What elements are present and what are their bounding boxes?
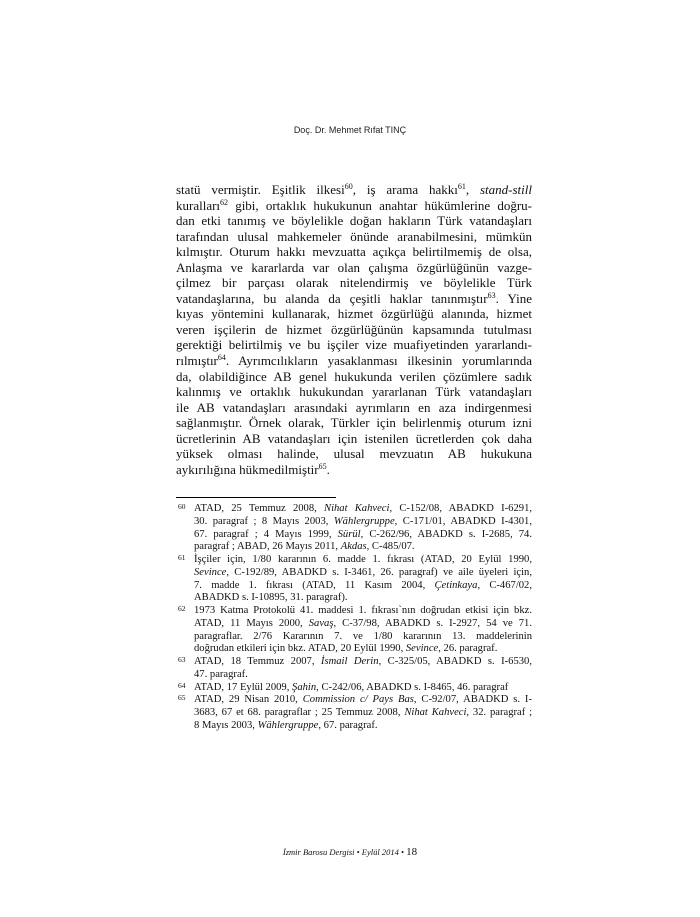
text-line (194, 656, 532, 669)
footnote-number: 63 (178, 655, 186, 664)
text-run: ATAD, 17 Eylül 2009, (194, 681, 293, 693)
text-run: tarafından ulusal mahkemeler önünde aranabilmesini, mümkün (176, 228, 532, 244)
text-line (176, 275, 532, 291)
text-run: ile AB vatandaşları arasındaki ayrımların en aza indirgenmesi (176, 399, 532, 415)
text-run: aykırılığına hükmedilmiştir (176, 461, 319, 477)
text-run: 30. paragraf ; 8 Mayıs 2003, (194, 515, 334, 527)
text-line (176, 291, 532, 307)
italic-text: Akdas (340, 541, 367, 553)
text-line (176, 384, 532, 400)
text-line (194, 720, 532, 733)
text-run: 1973 Katma Protokolü 41. maddesi 1. fıkrası`nın doğrudan etkisi için bkz. (194, 605, 532, 616)
italic-text: Wählergruppe (333, 515, 395, 527)
text-run: ATAD, 11 Mayıs 2000, (194, 617, 309, 629)
text-line (194, 503, 532, 516)
footnotes (176, 503, 532, 733)
footnote-60 (176, 503, 532, 554)
text-run: . (326, 461, 330, 477)
text-line (176, 213, 532, 229)
text-run: . Ayrımcılıkların yasaklanması ilkesinin yorumlarında (225, 353, 532, 369)
italic-text: stand-still (479, 182, 532, 197)
footnote-reference[interactable]: 65 (318, 461, 327, 471)
footnote-63 (176, 656, 532, 682)
page-number: 18 (406, 846, 418, 858)
text-run: gerektiği belirtilmiş ve bu işçiler vize muafiyetinden yararlandı- (176, 337, 532, 353)
text-line (194, 554, 532, 567)
text-run: dan etki tanımış ve böylelikle doğan hakların Türk vatandaşları (176, 213, 532, 229)
text-run: , C-152/08, ABADKD I-6291, (389, 503, 533, 514)
text-run: ücretlerinin AB vatandaşları için istenilen ücretlerden çok daha (176, 430, 532, 446)
text-line (194, 529, 532, 542)
text-run: vatandaşlarına, bu alanda da çeşitli haklar tanınmıştır (176, 290, 488, 306)
italic-text: Savaş (308, 617, 334, 629)
italic-text: İsmail Derin (320, 656, 379, 667)
footnote-65 (176, 694, 532, 732)
text-line (194, 643, 532, 656)
italic-text: Nihat Kahveci (404, 707, 467, 718)
text-run: , C-171/01, ABADKD I-4301, (394, 515, 532, 527)
text-line (176, 462, 532, 478)
text-run: . Yine (495, 290, 533, 306)
issue-date: Eylül 2014 (361, 847, 399, 857)
text-run: yüksek olması halinde, ulusal mevzuatın AB hukukuna (176, 446, 532, 462)
text-run: 7. madde 1. fıkrası (ATAD, 11 Kasım 2004, (194, 579, 435, 591)
italic-text: Sevince (405, 643, 439, 655)
journal-name: İzmir Barosu Dergisi (282, 847, 355, 857)
body-text (176, 182, 532, 477)
footnote-number: 65 (178, 693, 186, 703)
footnote-62 (176, 605, 532, 656)
text-run: statü vermiştir. Eşitlik ilkesi (176, 182, 345, 197)
text-run: kılmıştır. Oturum hakkı mevzuatta açıkça belirtilmemiş de olsa, (176, 244, 532, 260)
italic-text: Wählergruppe (257, 719, 319, 731)
running-header: Doç. Dr. Mehmet Rıfat TINÇ (293, 125, 407, 135)
footnote-number: 61 (178, 553, 186, 562)
text-run: , C-192/89, ABADKD s. I-3461, 26. paragraf) ve aile üyeleri için, (226, 566, 532, 578)
text-line (176, 229, 532, 245)
text-run: ATAD, 29 Nisan 2010, (194, 694, 303, 706)
text-line (194, 605, 532, 618)
text-run: doğrudan etkileri için bkz. ATAD, 20 Eylül 1990, (194, 643, 406, 655)
text-run: İşçiler için, 1/80 kararının 6. madde 1. fıkrası (ATAD, 20 Eylül 1990, (194, 554, 532, 565)
text-run: veren işçilerin de hizmet özgürlüğünün kapsamında tutulması (176, 321, 532, 337)
text-line (176, 198, 532, 214)
text-run: kalınmış ve ortaklık hukukundan yararlanan Türk vatandaşları (176, 384, 532, 400)
footnote-64 (176, 682, 532, 695)
text-run: , C-37/98, ABADKD s. I-2927, 54 ve 71. (333, 617, 532, 629)
italic-text: Şahin (292, 681, 317, 693)
text-line (194, 592, 532, 605)
text-line (176, 446, 532, 462)
text-run: Anlaşma ve kararlarda var olan çalışma özgürlüğünün vazge- (176, 259, 532, 275)
text-line (194, 516, 532, 529)
text-line (176, 322, 532, 338)
text-run: 67. paragraf ; 4 Mayıs 1999, (194, 528, 338, 540)
text-run: , 67. paragraf. (318, 719, 378, 731)
text-run: çilmez bir parçası olarak nitelendirmiş ve böylelikle Türk (176, 275, 532, 291)
footer-separator: • (354, 847, 362, 857)
footnote-reference[interactable]: 62 (220, 197, 229, 207)
italic-text: Commission c/ Pays Bas (302, 694, 414, 706)
text-run: , C-242/06, ABADKD s. I-8465, 46. paragraf (316, 681, 509, 693)
text-run: 8 Mayıs 2003, (194, 719, 258, 731)
italic-text: Nihat Kahveci (324, 503, 390, 514)
text-run: rılmıştır (176, 353, 218, 369)
text-run: ATAD, 18 Temmuz 2007, (194, 656, 321, 667)
text-run: , C-485/07. (366, 541, 415, 553)
text-line (194, 669, 532, 682)
text-line (176, 182, 532, 198)
footnote-separator (176, 497, 336, 498)
text-run: , C-92/07, ABADKD s. I- (413, 694, 532, 706)
text-run: da, olabildiğince AB genel hukukunda verilen çözümlere sadık (176, 368, 532, 384)
text-line (194, 682, 532, 695)
footnote-number: 62 (178, 604, 186, 613)
italic-text: Çetinkaya (434, 579, 478, 591)
text-line (176, 306, 532, 322)
text-run: paragraflar. 2/76 Kararının 7. ve 1/80 kararının 13. maddelerinin (194, 630, 532, 642)
text-run: gibi, ortaklık hukukunun anahtar hükümlerine doğru- (228, 197, 532, 213)
footnote-reference[interactable]: 64 (217, 353, 226, 363)
text-run: , 32. paragraf ; (466, 707, 533, 718)
text-line (194, 541, 532, 554)
italic-text: Sürül (337, 528, 361, 540)
text-run: kıyas yöntemini kullanarak, hizmet özgürlüğü alanında, hizmet (176, 306, 532, 322)
text-line (176, 337, 532, 353)
footnote-61 (176, 554, 532, 605)
text-line (176, 260, 532, 276)
footnote-reference[interactable]: 63 (487, 290, 496, 300)
footnote-reference[interactable]: 61 (457, 182, 466, 191)
text-line (194, 694, 532, 707)
text-run: 47. paragraf. (194, 668, 248, 680)
text-run: 3683, 67 et 68. paragraflar ; 25 Temmuz 2008, (194, 707, 405, 718)
text-line (194, 567, 532, 580)
text-line (176, 244, 532, 260)
text-line (176, 353, 532, 369)
text-run: , C-467/02, (477, 579, 533, 591)
text-run: , (465, 182, 480, 197)
text-line (176, 400, 532, 416)
footer-separator: • (398, 847, 407, 857)
text-run: ATAD, 25 Temmuz 2008, (194, 503, 324, 514)
text-run: , C-262/96, ABADKD s. I-2685, 74. (360, 528, 532, 540)
footnote-reference[interactable]: 60 (344, 182, 353, 191)
page-footer (0, 846, 700, 858)
text-line (194, 631, 532, 644)
text-line (176, 415, 532, 431)
text-run: paragraf ; ABAD, 26 Mayıs 2011, (194, 541, 341, 553)
text-run: sağlanmıştır. Örnek olarak, Türkler için belirlenmiş oturum izni (176, 415, 532, 431)
text-run: , 26. paragraf. (438, 643, 498, 655)
text-line (194, 580, 532, 593)
text-run: kuralları (176, 197, 221, 213)
footnote-number: 60 (178, 502, 186, 511)
text-line (194, 618, 532, 631)
italic-text: Sevince (194, 566, 227, 578)
text-line (176, 369, 532, 385)
text-run: ABADKD s. I-10895, 31. paragraf). (194, 592, 348, 604)
text-run: , C-325/05, ABADKD s. I-6530, (378, 656, 532, 667)
text-run: , iş arama hakkı (352, 182, 458, 197)
text-line (176, 431, 532, 447)
footnote-number: 64 (178, 680, 186, 690)
text-line (194, 707, 532, 720)
